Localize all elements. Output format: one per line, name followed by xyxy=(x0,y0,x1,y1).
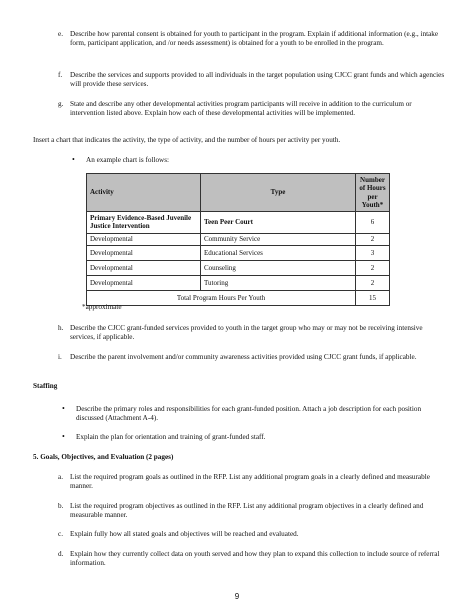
cell-hours: 2 xyxy=(356,233,390,246)
cell-activity: Developmental xyxy=(87,233,201,246)
bullet-icon: • xyxy=(62,432,65,441)
cell-type: Teen Peer Court xyxy=(201,212,356,233)
table-row xyxy=(87,276,390,291)
column-header-activity: Activity xyxy=(87,174,201,212)
staffing-heading: Staffing xyxy=(33,382,58,390)
item-text: Explain fully how all stated goals and objectives will be reached and evaluated. xyxy=(70,530,299,538)
cell-activity: Developmental xyxy=(87,276,201,291)
chart-instruction: Insert a chart that indicates the activity, the type of activity, and the number of hours per activity per youth. xyxy=(33,136,341,144)
cell-hours: 6 xyxy=(356,212,390,233)
item-label: d. xyxy=(58,550,64,558)
column-header-hours: Number of Hours per Youth* xyxy=(356,174,390,212)
item-label: a. xyxy=(58,473,63,481)
cell-hours: 2 xyxy=(356,261,390,276)
cell-activity: Developmental xyxy=(87,246,201,261)
item-label: f. xyxy=(58,71,63,79)
table-row xyxy=(87,212,390,233)
bullet-icon: • xyxy=(72,155,75,164)
item-text: List the required program objectives as outlined in the RFP. List any additional program objectives in a clearly defined and measurable manner. xyxy=(70,502,424,520)
total-value: 15 xyxy=(356,291,390,306)
column-header-type: Type xyxy=(201,174,356,212)
table-row xyxy=(87,233,390,246)
cell-type: Community Service xyxy=(201,233,356,246)
item-text: Describe the services and supports provided to all individuals in the target population using CJCC grant funds and which agencies will provide these services. xyxy=(70,71,445,89)
table-row xyxy=(87,246,390,261)
item-text: Explain how they currently collect data on youth served and how they plan to expand this collection to include source of referral information. xyxy=(70,550,440,568)
activity-table xyxy=(86,173,390,306)
table-header-row xyxy=(87,174,390,212)
cell-hours: 2 xyxy=(356,276,390,291)
cell-type: Educational Services xyxy=(201,246,356,261)
cell-type: Tutoring xyxy=(201,276,356,291)
example-bullet-text: An example chart is follows: xyxy=(86,156,170,164)
item-text: Describe the CJCC grant-funded services provided to youth in the target group who may or may not be receiving intensive services, if applicable. xyxy=(70,324,423,342)
item-label: b. xyxy=(58,502,64,510)
total-label: Total Program Hours Per Youth xyxy=(87,291,356,306)
item-text: State and describe any other developmental activities program participants will receive in addition to the curriculum or intervention listed above. Explain how each of these developmental activities will be implemented. xyxy=(70,100,412,118)
table-total-row xyxy=(87,291,390,306)
page-number: 9 xyxy=(234,592,240,601)
item-label: c. xyxy=(58,530,63,538)
cell-activity: Primary Evidence-Based Juvenile Justice Intervention xyxy=(87,212,201,233)
staffing-bullet-text: Describe the primary roles and responsibilities for each grant-funded position. Attach a job description for each position discussed (Attachment A-4). xyxy=(76,405,422,423)
goals-heading: 5. Goals, Objectives, and Evaluation (2 pages) xyxy=(33,453,174,461)
cell-activity: Developmental xyxy=(87,261,201,276)
item-label: h. xyxy=(58,324,64,332)
bullet-icon: • xyxy=(62,404,65,413)
item-text: Describe how parental consent is obtained for youth to participant in the program. Explain if additional information (e.g., intake form, participant application, and /or needs assessment) is obtained for a youth to be enrolled in the program. xyxy=(70,30,439,48)
item-text: Describe the parent involvement and/or community awareness activities provided using CJCC grant funds, if applicable. xyxy=(70,353,417,361)
cell-hours: 3 xyxy=(356,246,390,261)
table-row xyxy=(87,261,390,276)
item-label: i. xyxy=(58,353,62,361)
staffing-bullet-text: Explain the plan for orientation and training of grant-funded staff. xyxy=(76,433,266,441)
approx-note: *approximate xyxy=(82,303,122,311)
item-text: List the required program goals as outlined in the RFP. List any additional program goals in a clearly defined and measurable manner. xyxy=(70,473,430,491)
cell-type: Counseling xyxy=(201,261,356,276)
item-label: g. xyxy=(58,100,64,108)
item-label: e. xyxy=(58,30,63,38)
